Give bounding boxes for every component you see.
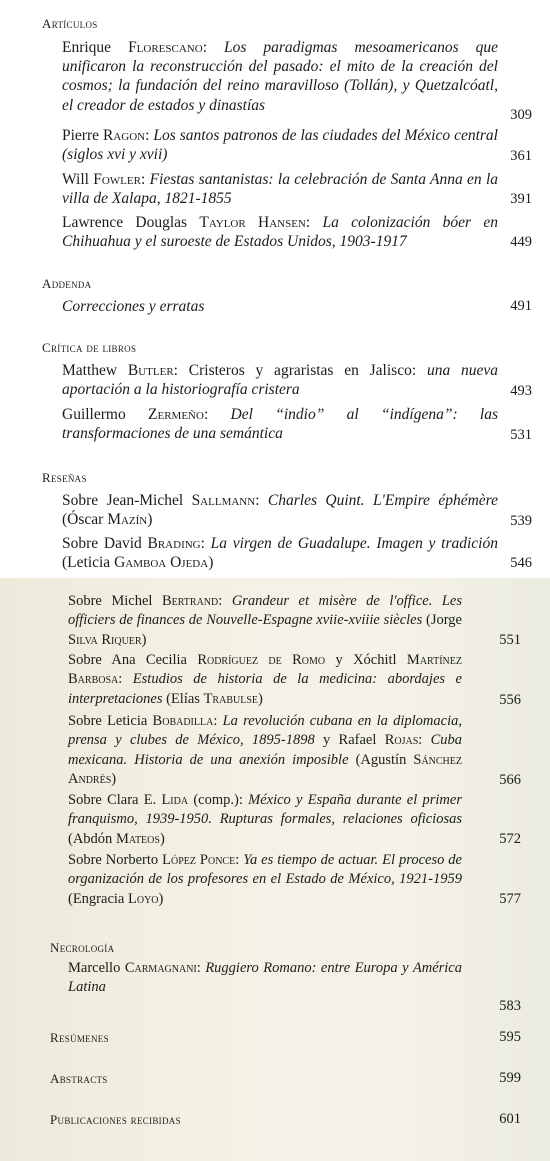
toc-entry-bobadilla <box>68 712 462 790</box>
section-heading-publicaciones: Publicaciones recibidas <box>50 1112 181 1127</box>
page-number: 491 <box>510 298 532 314</box>
page-number: 566 <box>499 772 521 788</box>
reviewer-last: Silva Riquer <box>68 631 142 648</box>
section-heading-addenda: Addenda <box>42 276 92 291</box>
reviewer-last: Mateos <box>115 830 160 847</box>
entry-author-last: López Ponce <box>162 852 236 868</box>
entry-separator: : <box>202 39 224 56</box>
page-number: 391 <box>510 191 532 207</box>
reviewer-open: (Agustín <box>348 751 414 768</box>
toc-entry-rodriguez-de-romo <box>68 651 462 709</box>
entry-title: La colonización bóer en Chihuahua y el suroeste de Estados Unidos, 1903-1917 <box>62 214 498 251</box>
reviewer-open: (Leticia <box>62 554 115 572</box>
entry-author-first: Matthew <box>62 362 128 379</box>
entry-title: Charles Quint. L'Empire éphémère <box>267 492 498 509</box>
entry-author-last: Zermeño <box>148 406 204 423</box>
entry-mid: y Xóchitl <box>325 652 407 668</box>
toc-entry-lopez-ponce <box>68 851 462 909</box>
entry-title: Del “indio” al “indígena”: las transformaciones de una semántica <box>62 406 498 443</box>
toc-entry-butler <box>62 361 498 399</box>
entry-title: Grandeur et misère de l'office. Les officiers de finances de Nouvelle-Espagne xviie-xviiie siècles <box>68 593 462 629</box>
entry-author-first: Norberto <box>105 852 163 868</box>
section-heading-necrologia: Necrología <box>50 940 115 955</box>
entry-author-first: Enrique <box>62 39 129 56</box>
entry-author-first: Guillermo <box>62 406 149 423</box>
entry-title-2: Cuba mexicana. Historia de una anexión imposible <box>68 732 463 768</box>
page-number: 583 <box>499 998 521 1014</box>
entry-prefix: Sobre <box>68 852 106 868</box>
page-number: 601 <box>499 1111 521 1127</box>
entry-title: La revolución cubana en la diplomacia, prensa y clubes de México, 1895-1898 <box>68 713 462 749</box>
entry-separator: : <box>235 852 244 868</box>
toc-entry-fowler <box>62 170 498 208</box>
entry-separator: : <box>173 362 189 379</box>
entry-author2-last: Martínez Barbosa <box>68 652 462 688</box>
entry-separator: : <box>203 406 231 423</box>
reviewer-close: ) <box>208 554 214 572</box>
reviewer-open: (Elías <box>162 690 204 707</box>
reviewer-close: ) <box>111 771 117 788</box>
entry-author-first: Clara E. <box>107 792 162 808</box>
entry-mid: y Rafael <box>314 732 385 749</box>
entry-author-first: Leticia <box>107 713 153 729</box>
entry-author-first: Jean-Michel <box>106 492 192 509</box>
reviewer-open: (Engracia <box>68 890 128 907</box>
entry-prefix: Sobre <box>68 652 112 668</box>
entry-prefix: Sobre <box>68 593 112 609</box>
toc-entry-sallmann <box>62 491 498 529</box>
reviewer-open: (Óscar <box>62 511 108 529</box>
entry-title: Ya es tiempo de actuar. El proceso de organización de los profesores en el Estado de México, 1921-1959 <box>68 852 462 888</box>
entry-title: Ruggiero Romano: entre Europa y América Latina <box>68 960 462 996</box>
section-heading-resumenes: Resúmenes <box>50 1030 109 1045</box>
entry-author-first: David <box>103 535 148 552</box>
entry-author-last: Bertrand <box>161 593 219 609</box>
reviewer-last: Mazín <box>107 511 148 529</box>
page-number: 599 <box>499 1070 521 1086</box>
entry-author-first: Michel <box>111 593 162 609</box>
entry-title: Los santos patronos de las ciudades del México central (siglos xvi y xvii) <box>62 127 498 164</box>
entry-plain-title: Cristeros y agraristas en Jalisco: <box>188 362 427 379</box>
page-number: 531 <box>510 427 532 443</box>
reviewer-open: (Jorge <box>422 612 462 629</box>
page-number: 556 <box>499 692 521 708</box>
toc-entry-zermeno <box>62 405 498 443</box>
entry-prefix: Sobre <box>68 792 108 808</box>
page-number: 577 <box>499 891 521 907</box>
reviewer-last: Loyo <box>127 890 159 907</box>
page-number: 361 <box>510 148 532 164</box>
entry-separator: : <box>118 671 133 688</box>
entry-author-first: Pierre <box>62 127 103 144</box>
page-number: 449 <box>510 234 532 250</box>
entry-title: La virgen de Guadalupe. Imagen y tradición <box>210 535 498 552</box>
toc-entry-bertrand <box>68 592 462 650</box>
entry-author-first: Lawrence Douglas <box>62 214 200 231</box>
entry-title: Los paradigmas mesoamericanos que unificaron la reconstrucción del pasado: el mito de la creación del cosmos; la fundación del reino maravilloso (Tollán), y Quetzalcóatl, el creador de estados y dinastías <box>62 39 498 114</box>
page-number: 493 <box>510 383 532 399</box>
entry-prefix: Sobre <box>62 492 107 509</box>
reviewer-close: ) <box>141 631 147 648</box>
entry-author-last: Sallmann <box>191 492 256 509</box>
page-number: 572 <box>499 831 521 847</box>
entry-separator-2: : <box>418 732 431 749</box>
section-heading-abstracts: Abstracts <box>50 1071 108 1086</box>
entry-separator: : <box>238 792 249 808</box>
entry-separator: : <box>196 960 206 976</box>
page-number: 595 <box>499 1029 521 1045</box>
page-number: 309 <box>510 107 532 123</box>
entry-author-last: Bobadilla <box>152 713 214 729</box>
entry-title: una nueva aportación a la historiografía cristera <box>62 362 498 399</box>
page-number: 539 <box>510 513 532 529</box>
section-heading-critica: Crítica de libros <box>42 340 137 355</box>
entry-author-last: Fowler <box>93 171 141 188</box>
section-heading-resenas: Reseñas <box>42 470 87 485</box>
entry-title: México y España durante el primer franquismo, 1939-1950. Rupturas formales, relaciones oficiosas <box>68 792 462 828</box>
entry-separator: : <box>255 492 268 509</box>
entry-author2-last: Rojas <box>384 732 419 749</box>
entry-separator: : <box>305 214 323 231</box>
page-number: 546 <box>510 555 532 571</box>
entry-author-first: Ana Cecilia <box>111 652 198 668</box>
entry-separator: : <box>140 171 150 188</box>
reviewer-last: Gamboa Ojeda <box>114 554 209 572</box>
toc-entry-carmagnani <box>68 959 462 998</box>
entry-author-last: Carmagnani <box>124 960 197 976</box>
entry-prefix: Sobre <box>68 713 108 729</box>
entry-author-last: Rodríguez de Romo <box>197 652 326 668</box>
entry-separator: : <box>145 127 154 144</box>
page-number: 551 <box>499 632 521 648</box>
reviewer-last: Trabulse <box>203 690 258 707</box>
entry-author-last: Lida <box>161 792 189 808</box>
entry-separator: : <box>218 593 232 609</box>
reviewer-close: ) <box>158 890 164 907</box>
entry-separator: : <box>213 713 223 729</box>
entry-author-last: Butler <box>127 362 174 379</box>
reviewer-close: ) <box>258 690 263 707</box>
reviewer-close: ) <box>147 511 153 529</box>
entry-title: Estudios de historia de la medicina: abordajes e interpretaciones <box>68 671 462 707</box>
entry-title: Correcciones y erratas <box>62 298 205 315</box>
entry-separator: : <box>200 535 211 552</box>
section-heading-articulos: Artículos <box>42 16 98 31</box>
entry-prefix: Sobre <box>62 535 104 552</box>
entry-title: Fiestas santanistas: la celebración de Santa Anna en la villa de Xalapa, 1821-1855 <box>62 171 498 208</box>
entry-after-author: (comp.) <box>188 792 239 808</box>
entry-author-first: Marcello <box>68 960 125 976</box>
reviewer-last: Sánchez Andrés <box>68 751 462 788</box>
toc-entry-correcciones <box>62 297 482 316</box>
reviewer-close: ) <box>159 830 165 847</box>
reviewer-open: (Abdón <box>68 830 116 847</box>
entry-author-last: Florescano <box>128 39 203 56</box>
entry-author-first: Will <box>62 171 94 188</box>
entry-author-last: Ragon <box>102 127 146 144</box>
toc-entry-lida <box>68 791 462 849</box>
toc-entry-ragon <box>62 126 498 164</box>
toc-entry-florescano <box>62 38 498 115</box>
entry-author-last: Brading <box>147 535 201 552</box>
entry-author-last: Taylor Hansen <box>199 214 306 231</box>
toc-entry-taylor-hansen <box>62 213 498 251</box>
toc-entry-brading <box>62 534 498 572</box>
